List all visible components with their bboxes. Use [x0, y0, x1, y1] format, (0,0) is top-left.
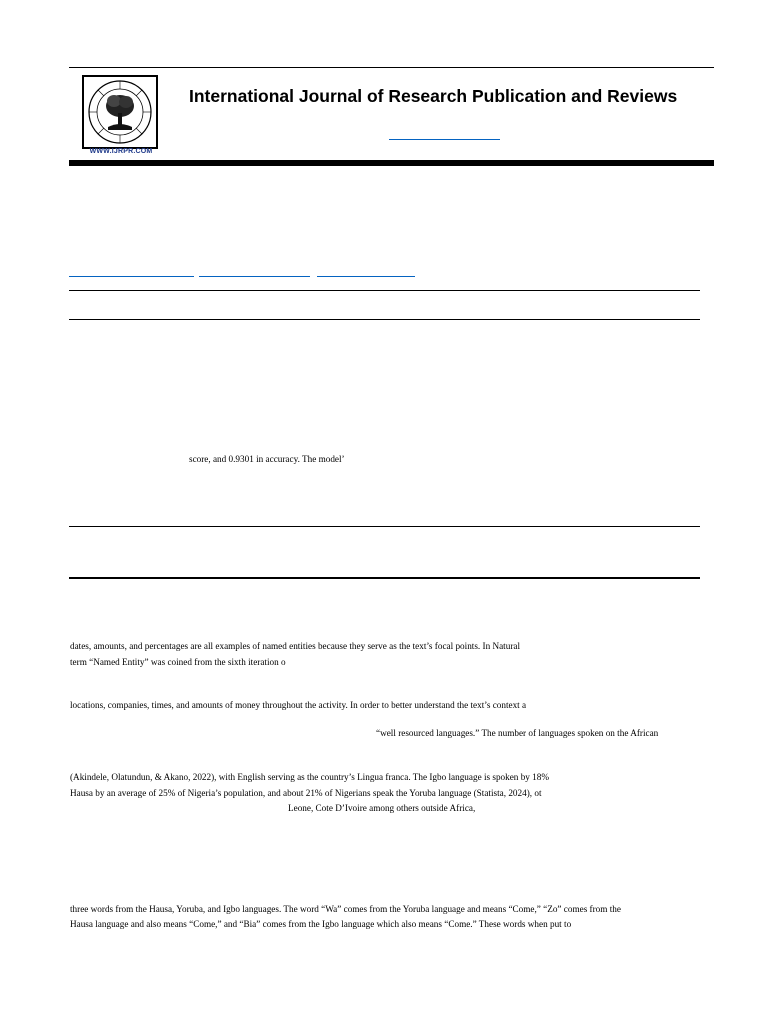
keywords-bottom-rule [69, 577, 700, 579]
author-link-2-underline[interactable] [199, 276, 310, 277]
journal-title: International Journal of Research Publication and Reviews [189, 86, 678, 106]
paragraph-3-line-2: Hausa by an average of 25% of Nigeria’s population, and about 21% of Nigerians speak the Yoruba language (Statista, 2024), ot [70, 788, 542, 798]
paragraph-4-line-1: three words from the Hausa, Yoruba, and Igbo languages. The word “Wa” comes from the Yoruba language and means “Come,” “Zo” comes from the [70, 904, 621, 914]
author-link-3-underline[interactable] [317, 276, 415, 277]
journal-link-underline[interactable] [389, 139, 500, 140]
paragraph-2-line-1: locations, companies, times, and amounts of money throughout the activity. In order to better understand the text’s context a [70, 700, 527, 710]
paragraph-3-line-1: (Akindele, Olatundun, & Akano, 2022), with English serving as the country’s Lingua franca. The Igbo language is spoken by 18% [70, 772, 550, 782]
author-link-1-underline[interactable] [69, 276, 194, 277]
paragraph-1-line-1: dates, amounts, and percentages are all examples of named entities because they serve as the text’s focal points. In Natural [70, 641, 521, 651]
journal-logo [82, 75, 158, 149]
tree-seal-icon [84, 77, 156, 147]
paragraph-2-line-2: “well resourced languages.” The number of languages spoken on the African [376, 728, 659, 738]
abstract-top-rule [69, 290, 700, 291]
header-top-rule [69, 67, 714, 68]
header-thick-rule [69, 160, 714, 166]
logo-url-text: WWW.IJRPR.COM [89, 148, 153, 155]
paragraph-1-line-2: term “Named Entity” was coined from the sixth iteration o [70, 657, 286, 667]
paragraph-4-line-2: Hausa language and also means “Come,” and “Bia” comes from the Igbo language which also means “Come.” These words when put to [70, 919, 572, 929]
paragraph-3-line-3: Leone, Cote D’Ivoire among others outside Africa, [288, 803, 476, 813]
abstract-second-rule [69, 319, 700, 320]
keywords-top-rule [69, 526, 700, 527]
abstract-text-fragment: score, and 0.9301 in accuracy. The model’ [189, 454, 345, 464]
